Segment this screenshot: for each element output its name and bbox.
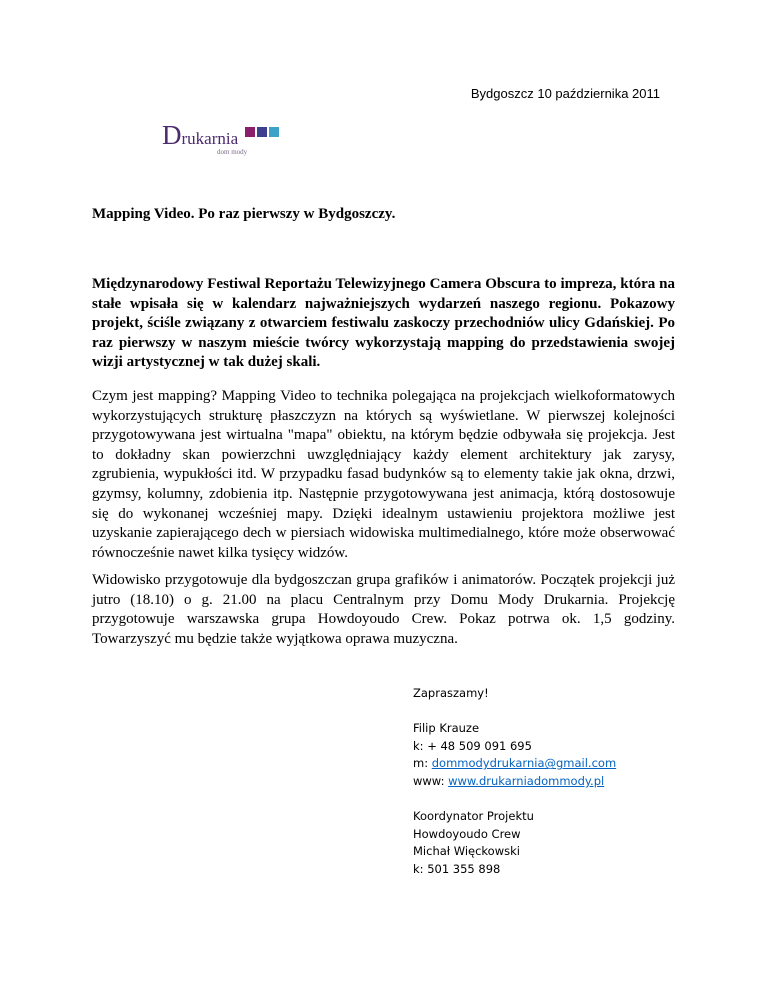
- spacer: [413, 703, 616, 721]
- contact-name-2: Michał Więckowski: [413, 844, 520, 859]
- contact-www-line: [413, 773, 616, 791]
- contact-group-2: Howdoyoudo Crew: [413, 826, 521, 841]
- www-label: www:: [413, 773, 449, 788]
- body-paragraph-mapping: Czym jest mapping? Mapping Video to technika polegająca na projekcjach wielkoformatowych wykorzystujących strukturę płaszczyzn na których są wyświetlane. W pierwszej kolejności przygotowywana jest wirtualna "mapa" obiektu, na którym będzie odbywała się projekcja. Jest to dokładny skan powierzchni uwzględniający każdy element architektury jak zarysy, zgrubienia, wypukłości itd. W przypadku fasad budynków są to elementy takie jak okna, drzwi, gzymsy, kolumny, zdobienia itp. Następnie przygotowywana jest animacja, którą dostosowuje się do wykonanej wcześniej mapy. Dzięki idealnym ustawieniu projektora możliwe jest uzyskanie zapierającego dech w piersiach widowiska multimedialnego, które może obserwować równocześnie nawet kilka tysięcy widzów.: [92, 388, 675, 561]
- contact-phone-1: k: + 48 509 091 695: [413, 738, 532, 753]
- logo-subtitle: dom mody: [217, 148, 248, 156]
- website-link[interactable]: www.drukarniadommody.pl: [448, 773, 605, 788]
- email-link[interactable]: dommodydrukarnia@gmail.com: [431, 756, 617, 771]
- greeting: Zapraszamy!: [413, 686, 489, 700]
- email-label: m:: [413, 756, 432, 771]
- logo-square-indigo: [257, 127, 267, 137]
- contact-role-2: Koordynator Projektu: [413, 809, 534, 824]
- contact-phone-2: k: 501 355 898: [413, 861, 501, 876]
- contact-email-line: [413, 755, 616, 773]
- logo-squares: [245, 127, 279, 137]
- logo-wordmark: [162, 120, 238, 151]
- body-paragraph-event: Widowisko przygotowuje dla bydgoszczan grupa grafików i animatorów. Początek projekcji już jutro (18.10) o g. 21.00 na placu Centralnym przy Domu Mody Drukarnia. Projekcję przygotowuje warszawska grupa Howdoyoudo Crew. Pokaz potrwa ok. 1,5 godziny. Towarzyszyć mu będzie także wyjątkowa oprawa muzyczna.: [92, 572, 675, 647]
- lead-paragraph: Międzynarodowy Festiwal Reportażu Telewizyjnego Camera Obscura to impreza, która na stałe wpisała się w kalendarz najważniejszych wydarzeń naszego regionu. Pokazowy projekt, ściśle związany z otwarciem festiwalu zaskoczy przechodniów ulicy Gdańskiej. Po raz pierwszy w naszym mieście twórcy wykorzystają mapping do przedstawienia swojej wizji artystycznej w tak dużej skali.: [92, 276, 675, 371]
- logo-initial: D: [162, 120, 182, 150]
- date-line: Bydgoszcz 10 października 2011: [470, 86, 660, 101]
- logo-rest: rukarnia: [181, 129, 239, 148]
- contact-block: [413, 685, 616, 879]
- article-title: Mapping Video. Po raz pierwszy w Bydgoszczy.: [92, 206, 396, 222]
- drukarnia-logo: [162, 118, 282, 158]
- spacer: [413, 791, 616, 809]
- logo-square-magenta: [245, 127, 255, 137]
- contact-name-1: Filip Krauze: [413, 721, 480, 736]
- logo-square-cyan: [269, 127, 279, 137]
